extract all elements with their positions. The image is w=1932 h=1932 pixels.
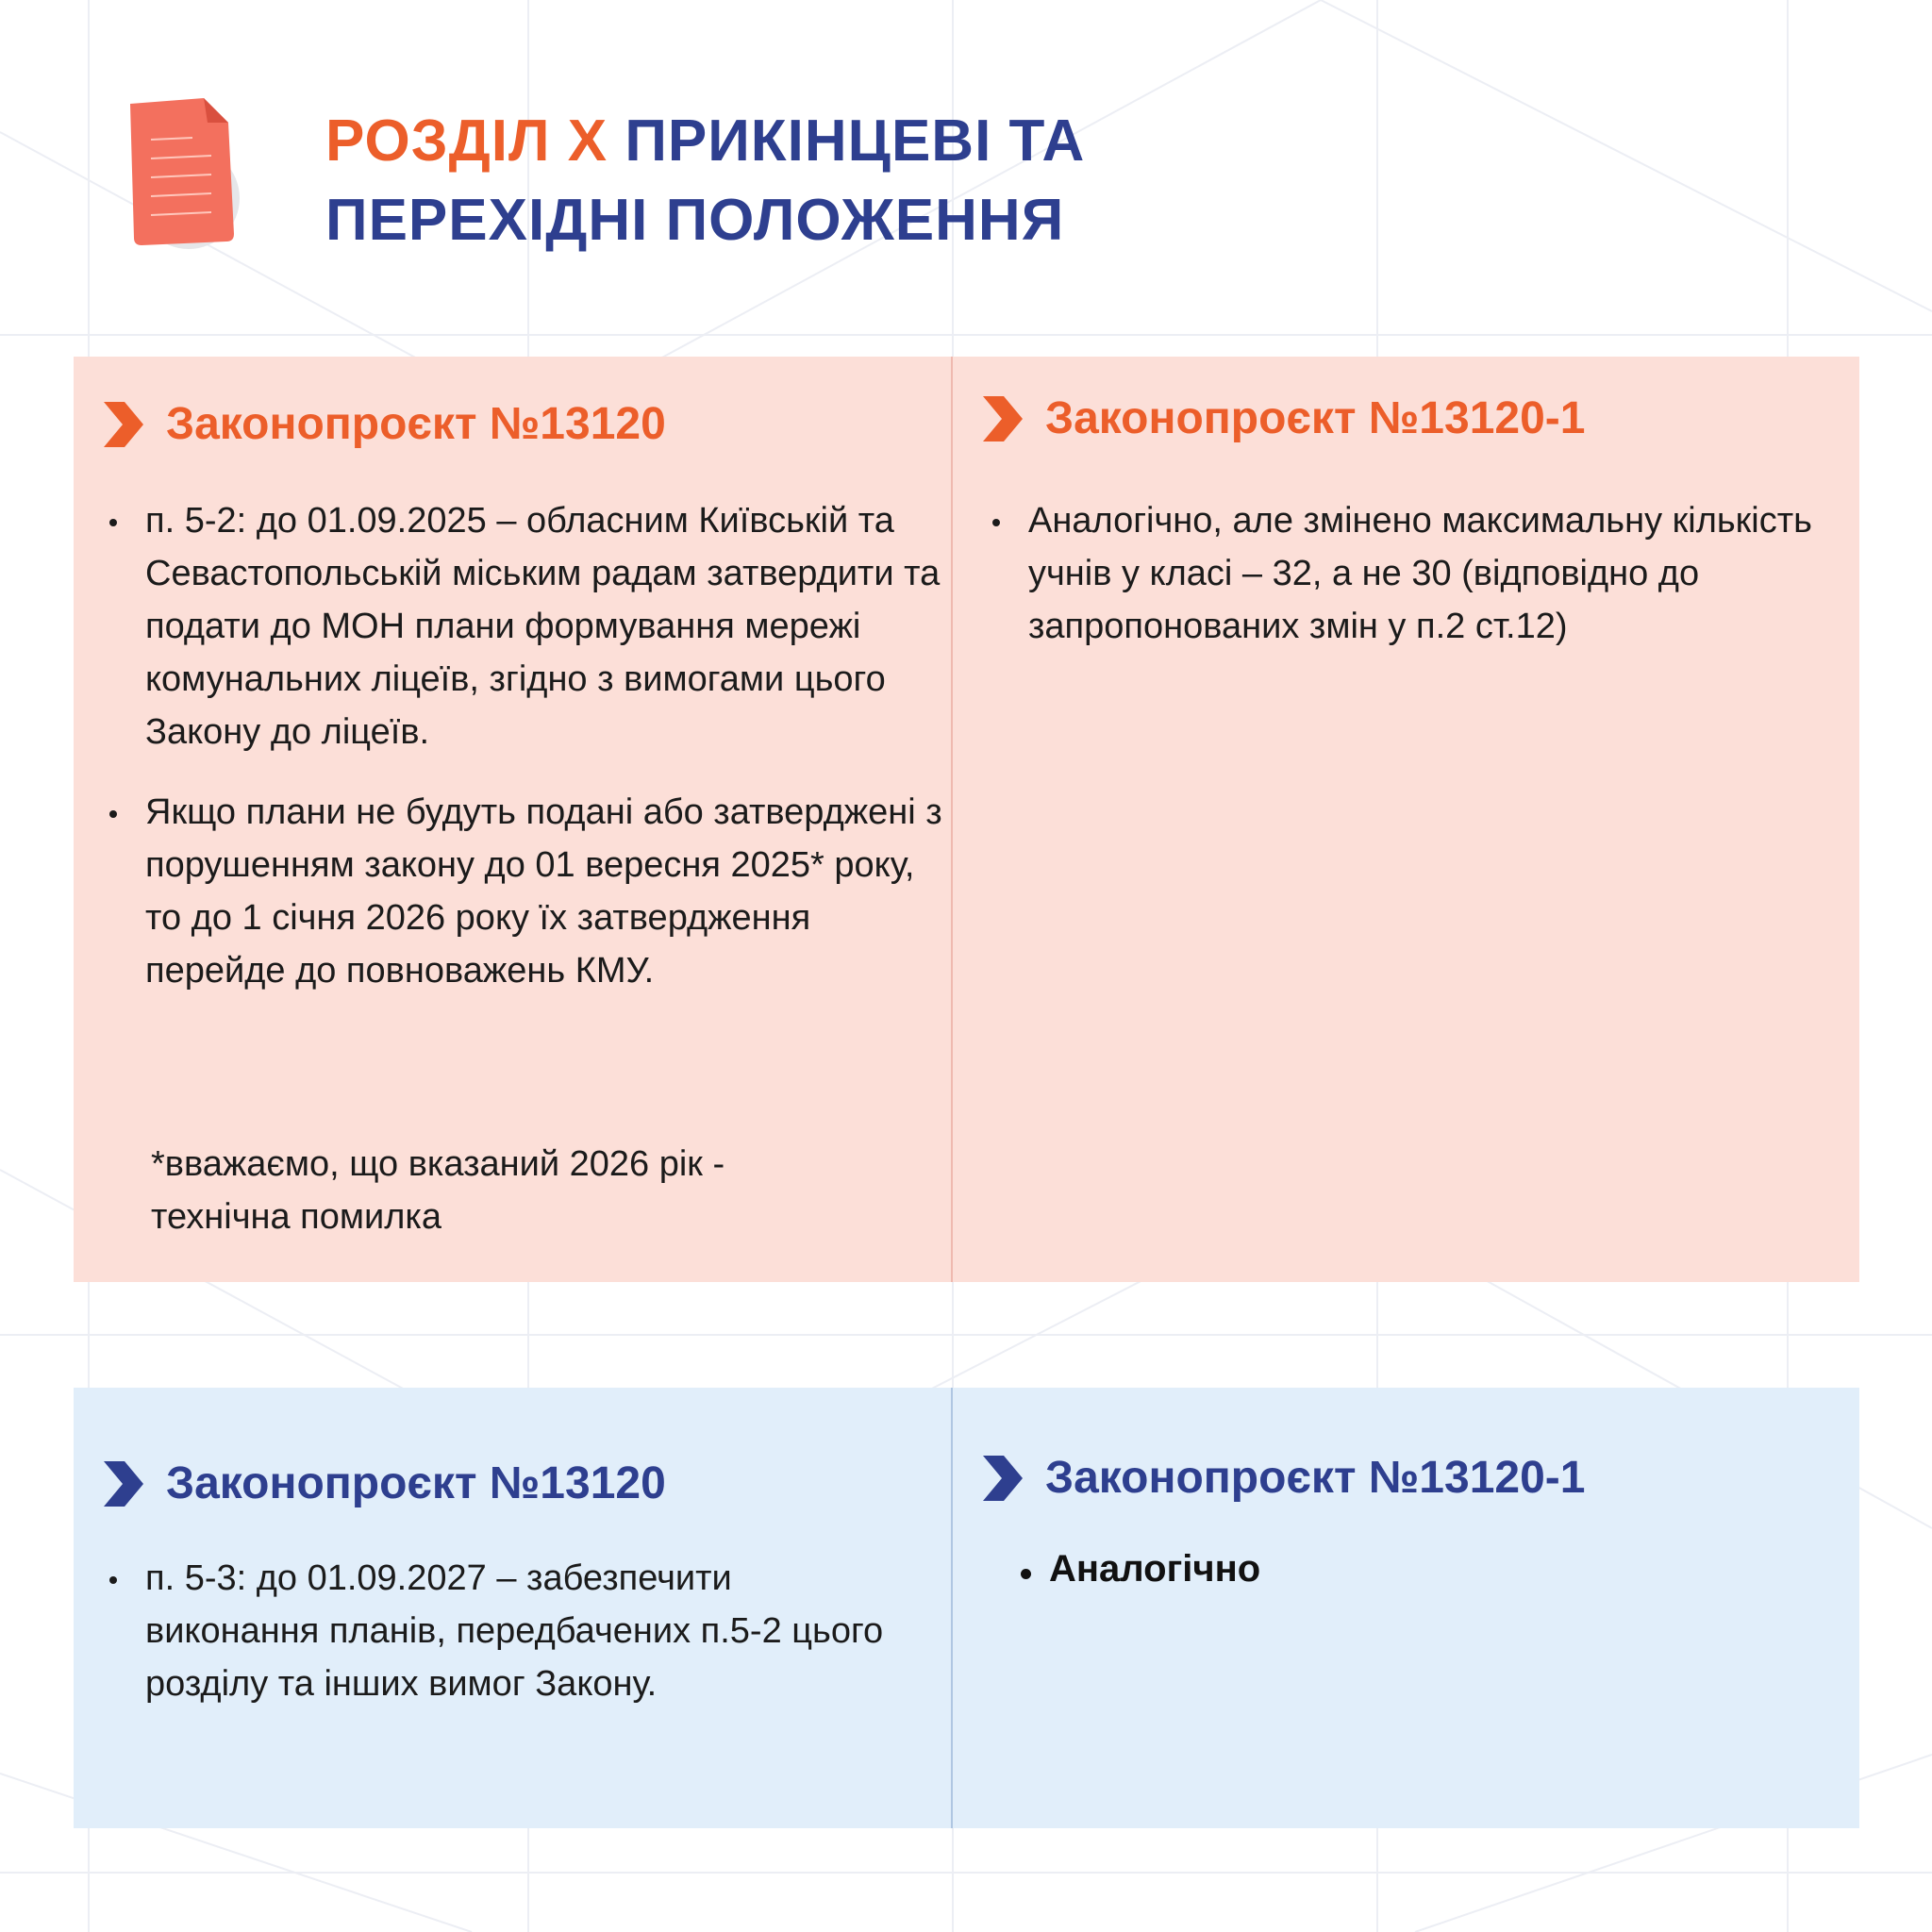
title-line-2: ПЕРЕХІДНІ ПОЛОЖЕННЯ [325,188,1065,253]
title-line-1: ПРИКІНЦЕВІ ТА [625,108,1086,174]
comparison-panel-top [74,357,1859,1282]
title-section-number: РОЗДІЛ X [325,108,608,174]
list-item [1049,1548,1260,1591]
bill-heading-text: Законопроєкт №13120-1 [1045,393,1586,443]
list-item: Аналогічно, але змінено максимальну кількість учнів у класі – 32, а не 30 (відповідно до запропонованих змін у п.2 ст.12) [1028,494,1858,653]
chevron-right-icon [102,400,145,449]
comparison-panel-bottom [74,1388,1859,1828]
bill-provisions-list [145,494,947,1024]
column-divider [951,357,953,1282]
bill-heading [102,1457,666,1509]
list-item: п. 5-2: до 01.09.2025 – обласним Київській та Севастопольській міським радам затвердити та подати до МОН плани формування мережі комунальних ліцеїв, згідно з вимогами цього Закону до ліцеїв. [145,494,947,758]
bill-heading [981,1452,1585,1504]
bill-provisions-list [145,1552,900,1738]
footnote: *вважаємо, що вказаний 2026 рік - технічна помилка [151,1144,725,1237]
bill-provisions-list [1028,494,1858,680]
list-item: п. 5-3: до 01.09.2027 – забезпечити виконання планів, передбачених п.5-2 цього розділу та інших вимог Закону. [145,1552,900,1710]
list-item: Якщо плани не будуть подані або затверджені з порушенням закону до 01 вересня 2025* року, то до 1 січня 2026 року їх затвердження перейде до повноважень КМУ. [145,786,947,997]
bill-heading-text: Законопроєкт №13120 [166,399,666,449]
column-divider [951,1388,953,1828]
bill-heading [981,392,1585,444]
document-icon [113,94,274,255]
bill-heading [102,398,666,450]
page-title [325,102,1085,260]
bill-heading-text: Законопроєкт №13120-1 [1045,1453,1586,1503]
chevron-right-icon [102,1459,145,1508]
list-item-text: Аналогічно [1049,1548,1261,1590]
chevron-right-icon [981,1454,1024,1503]
bill-heading-text: Законопроєкт №13120 [166,1458,666,1508]
chevron-right-icon [981,394,1024,443]
